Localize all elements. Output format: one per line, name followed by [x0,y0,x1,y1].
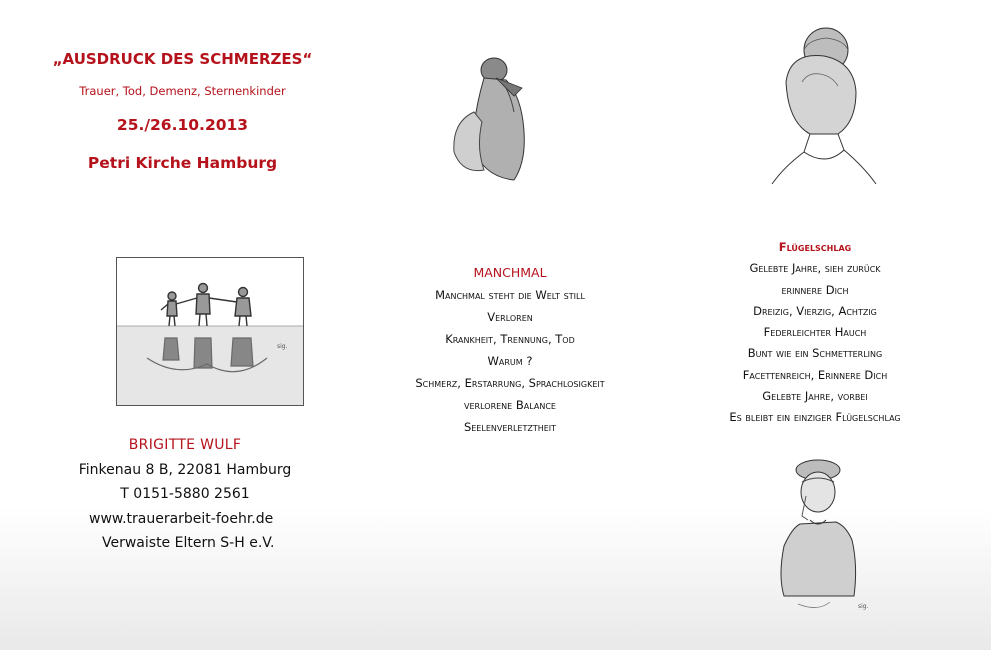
poem-manchmal [355,262,665,438]
crouching-figure-sketch [444,52,544,187]
poem-line: Gelebte Jahre, sieh zurück [749,261,881,276]
poem-line: Dreizig, Vierzig, Achtzig [753,303,877,318]
contact-phone: T 0151-5880 2561 [120,486,250,502]
contact-address: Finkenau 8 B, 22081 Hamburg [78,461,292,478]
event-title: „AUSDRUCK DES SCHMERZES“ [52,50,313,68]
poem-line: erinnere Dich [781,282,849,297]
poem-line: verlorene Balance [464,398,556,412]
poem-line: Verloren [487,310,533,324]
poem-line: Warum ? [487,354,533,368]
woman-head-sketch [764,22,879,187]
poem-line: Schmerz, Erstarrung, Sprachlosigkeit [415,376,605,390]
poem-line: Krankheit, Trennung, Tod [445,332,575,346]
contact-block [60,433,310,556]
svg-text:sig.: sig. [858,603,869,610]
poem-line: Gelebte Jahre, vorbei [762,389,868,404]
figures-reflection-sketch [117,258,303,405]
poem-fluegelschlag [690,237,940,429]
contact-name: BRIGITTE WULF [128,437,242,453]
poem-line: Manchmal steht die Welt still [435,288,585,302]
figures-reflection-drawing [116,257,304,406]
event-header [40,50,325,172]
svg-text:sig.: sig. [277,343,288,350]
poem-line: Bunt wie ein Schmetterling [747,346,883,361]
poem-line: Es bleibt ein einziger Flügelschlag [729,410,901,425]
crying-woman-sketch [762,456,892,626]
event-date: 25./26.10.2013 [116,116,249,134]
poem-manchmal-title: MANCHMAL [473,265,547,280]
poem-line: Federleichter Hauch [763,325,867,340]
event-subtitle: Trauer, Tod, Demenz, Sternenkinder [79,84,286,98]
poem-fluegelschlag-title: Flügelschlag [778,240,852,254]
poem-line: Facettenreich, Erinnere Dich [742,367,888,382]
contact-website[interactable]: www.trauerarbeit-foehr.de [89,510,274,527]
poem-line: Seelenverletztheit [463,420,557,434]
contact-organization: Verwaiste Eltern S-H e.V. [102,535,275,551]
event-place: Petri Kirche Hamburg [87,154,278,172]
